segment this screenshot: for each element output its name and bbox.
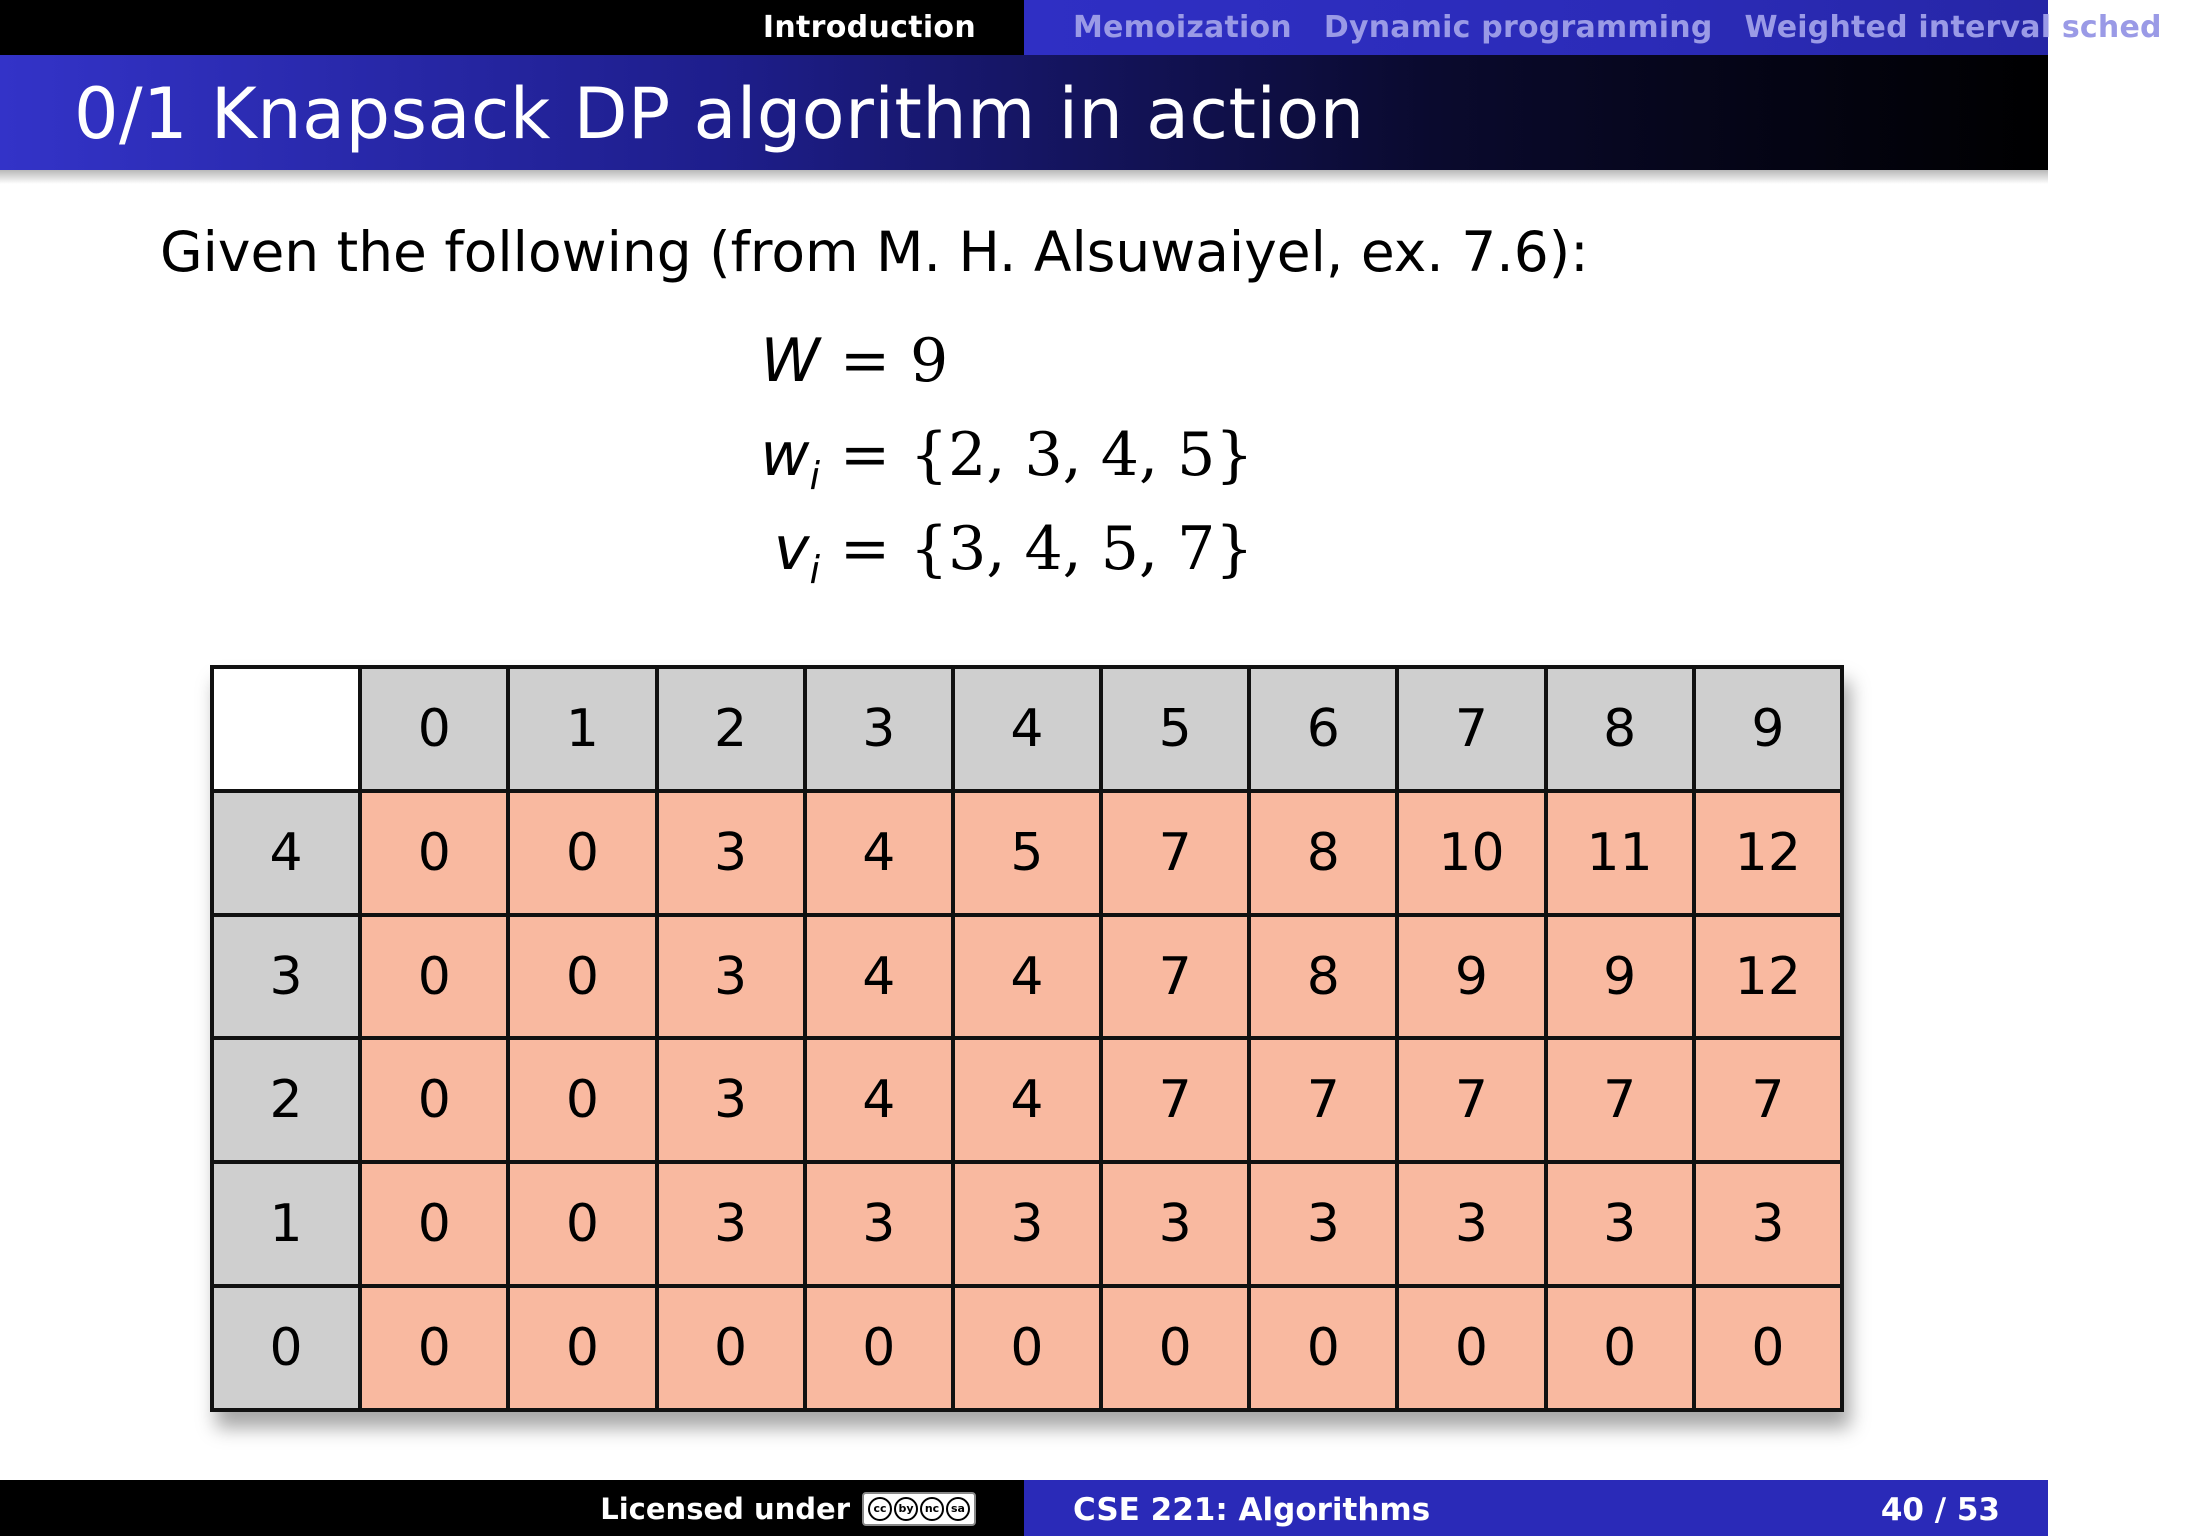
- equation-values-rhs: {3, 4, 5, 7}: [910, 514, 1254, 584]
- equation-capacity-op: =: [839, 326, 891, 396]
- license-text: Licensed under: [600, 1492, 850, 1526]
- row-header: 1: [212, 1162, 360, 1286]
- table-cell: 0: [360, 1286, 508, 1410]
- nav-current-section[interactable]: Introduction: [762, 10, 976, 45]
- table-cell: 3: [657, 1038, 805, 1162]
- table-cell: 7: [1249, 1038, 1397, 1162]
- table-cell: 4: [805, 791, 953, 915]
- table-cell: 7: [1397, 1038, 1545, 1162]
- top-navigation: [0, 0, 2162, 55]
- equation-capacity-rhs: 9: [910, 326, 949, 396]
- table-cell: 0: [360, 1038, 508, 1162]
- table-cell: 12: [1694, 791, 1842, 915]
- creative-commons-icon[interactable]: cc by nc sa: [862, 1492, 976, 1526]
- dp-table-container: [210, 665, 1844, 1412]
- column-header: 5: [1101, 667, 1249, 791]
- table-cell: 7: [1694, 1038, 1842, 1162]
- title-shadow: [0, 170, 2048, 184]
- nav-item-memoization[interactable]: Memoization: [1073, 10, 1292, 45]
- table-cell: 3: [805, 1162, 953, 1286]
- table-cell: 0: [657, 1286, 805, 1410]
- table-cell: 3: [1694, 1162, 1842, 1286]
- table-cell: 9: [1397, 915, 1545, 1039]
- table-row: [212, 1286, 1842, 1410]
- table-cell: 0: [360, 915, 508, 1039]
- footer-course: CSE 221: Algorithms: [1073, 1492, 1431, 1528]
- table-cell: 5: [953, 791, 1101, 915]
- nav-item-weighted-interval[interactable]: Weighted interval sched: [1744, 10, 2162, 45]
- footer-left: [0, 1480, 1024, 1536]
- table-cell: 3: [657, 915, 805, 1039]
- table-cell: 0: [360, 791, 508, 915]
- table-row: [212, 791, 1842, 915]
- table-cell: 11: [1546, 791, 1694, 915]
- table-cell: 7: [1101, 915, 1249, 1039]
- column-header: 2: [657, 667, 805, 791]
- table-cell: 0: [1249, 1286, 1397, 1410]
- column-header: 6: [1249, 667, 1397, 791]
- nav-right-panel: [1024, 0, 2162, 55]
- table-cell: 10: [1397, 791, 1545, 915]
- table-row: [212, 1038, 1842, 1162]
- equation-weights-op: =: [839, 420, 891, 490]
- equation-values-op: =: [839, 514, 891, 584]
- column-header: 4: [953, 667, 1101, 791]
- table-row: [212, 1162, 1842, 1286]
- table-cell: 0: [1694, 1286, 1842, 1410]
- table-cell: 9: [1546, 915, 1694, 1039]
- row-header: 0: [212, 1286, 360, 1410]
- table-cell: 3: [1249, 1162, 1397, 1286]
- table-cell: 3: [657, 1162, 805, 1286]
- table-cell: 4: [953, 1038, 1101, 1162]
- row-header: 4: [212, 791, 360, 915]
- equation-weights-rhs: {2, 3, 4, 5}: [910, 420, 1254, 490]
- column-header: 0: [360, 667, 508, 791]
- column-header: 9: [1694, 667, 1842, 791]
- table-cell: 12: [1694, 915, 1842, 1039]
- equation-values: [730, 514, 1253, 592]
- footer: [0, 1480, 2048, 1536]
- table-cell: 3: [1546, 1162, 1694, 1286]
- table-cell: 7: [1101, 1038, 1249, 1162]
- table-header-row: [212, 667, 1842, 791]
- table-cell: 0: [1397, 1286, 1545, 1410]
- equation-capacity-lhs: W: [760, 326, 820, 396]
- nav-section-list: [1073, 10, 2194, 45]
- table-cell: 7: [1101, 791, 1249, 915]
- nav-item-dynamic-programming[interactable]: Dynamic programming: [1323, 10, 1713, 45]
- table-cell: 0: [508, 1286, 656, 1410]
- footer-right: [1024, 1480, 2048, 1536]
- table-cell: 3: [953, 1162, 1101, 1286]
- column-header: 1: [508, 667, 656, 791]
- equation-capacity: [730, 326, 948, 396]
- equation-weights-subscript: i: [809, 454, 820, 498]
- table-cell: 0: [360, 1162, 508, 1286]
- table-row: [212, 915, 1842, 1039]
- table-cell: 0: [508, 1162, 656, 1286]
- table-cell: 4: [805, 915, 953, 1039]
- table-cell: 4: [805, 1038, 953, 1162]
- table-cell: 7: [1546, 1038, 1694, 1162]
- table-cell: 0: [1546, 1286, 1694, 1410]
- table-cell: 3: [1397, 1162, 1545, 1286]
- table-cell: 0: [1101, 1286, 1249, 1410]
- footer-license: [600, 1492, 976, 1526]
- column-header: 3: [805, 667, 953, 791]
- dp-table: [210, 665, 1844, 1412]
- nav-left-panel: [0, 0, 1024, 55]
- table-cell: 8: [1249, 915, 1397, 1039]
- row-header: 2: [212, 1038, 360, 1162]
- table-cell: 0: [508, 1038, 656, 1162]
- table-cell: 4: [953, 915, 1101, 1039]
- column-header: 8: [1546, 667, 1694, 791]
- table-cell: 0: [508, 915, 656, 1039]
- table-cell: 0: [508, 791, 656, 915]
- table-cell: 3: [1101, 1162, 1249, 1286]
- title-band: [0, 55, 2048, 170]
- column-header: 7: [1397, 667, 1545, 791]
- equation-values-subscript: i: [809, 548, 820, 592]
- table-cell: 0: [953, 1286, 1101, 1410]
- intro-text: Given the following (from M. H. Alsuwaiyel, ex. 7.6):: [160, 220, 1589, 284]
- table-cell: 0: [805, 1286, 953, 1410]
- row-header: 3: [212, 915, 360, 1039]
- equation-values-lhs: v: [773, 514, 810, 584]
- table-cell: 8: [1249, 791, 1397, 915]
- equation-weights: [730, 420, 1253, 498]
- footer-page-number: 40 / 53: [1880, 1492, 2000, 1528]
- table-cell: 3: [657, 791, 805, 915]
- equation-weights-lhs: w: [760, 420, 810, 490]
- table-corner-cell: [212, 667, 360, 791]
- slide-title: 0/1 Knapsack DP algorithm in action: [74, 73, 1365, 155]
